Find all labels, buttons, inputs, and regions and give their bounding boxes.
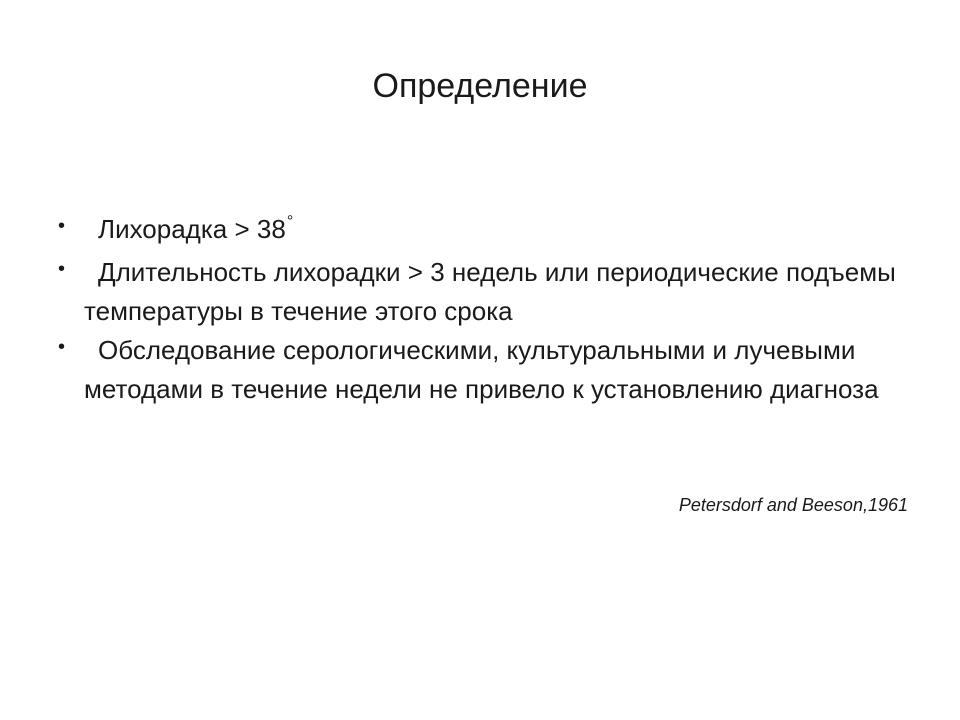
degree-symbol: °	[286, 213, 294, 230]
bullet-marker: •	[58, 336, 66, 358]
bullet-text: Длительность лихорадки > 3 недель или периодические подъемы температуры в течение этого срока	[84, 257, 896, 326]
bullet-marker: •	[58, 258, 66, 280]
bullet-item-fever	[58, 210, 918, 253]
bullet-text: Обследование серологическими, культуральными и лучевыми методами в течение недели не привело к установлению диагноза	[84, 335, 879, 404]
bullet-marker: •	[58, 215, 66, 237]
bullet-text	[84, 210, 918, 253]
slide-title: Определение	[372, 67, 588, 105]
bullet-item-examination	[58, 331, 918, 409]
citation: Petersdorf and Beeson,1961	[678, 495, 908, 515]
bullet-list	[58, 210, 918, 409]
bullet-text-main: Лихорадка > 38	[98, 214, 286, 244]
bullet-item-duration	[58, 253, 918, 331]
